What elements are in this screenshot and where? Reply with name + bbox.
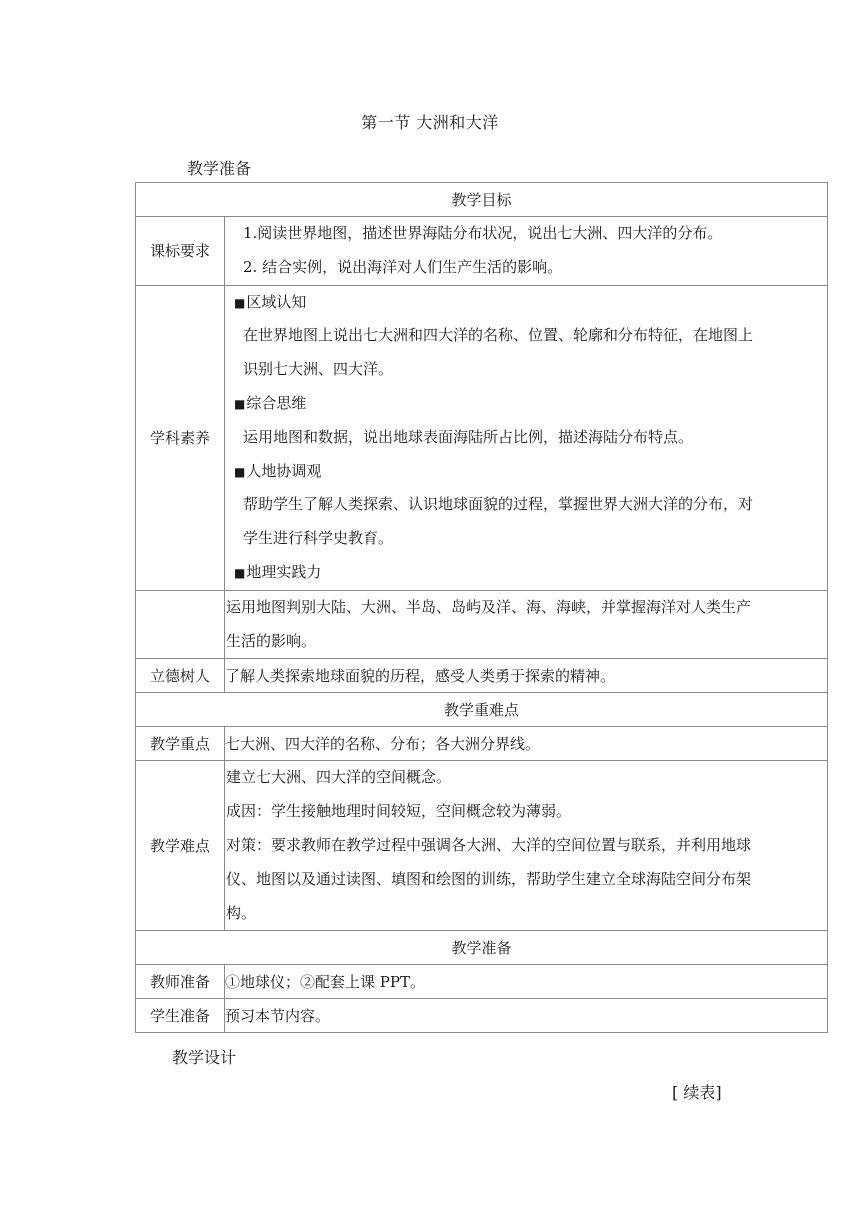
literacy-heading-text: 地理实践力	[246, 562, 322, 581]
bullet-square-icon: ■	[234, 464, 246, 479]
teacher-prep-label: 教师准备	[136, 965, 225, 999]
difficult-point-line: 仪、地图以及通过读图、填图和绘图的训练，帮助学生建立全球海陆空间分布架	[226, 869, 752, 888]
student-prep-label: 学生准备	[136, 999, 225, 1033]
curriculum-content	[225, 217, 828, 286]
key-difficult-header: 教学重难点	[136, 693, 828, 727]
prep-header: 教学准备	[136, 931, 828, 965]
curriculum-line: 1.阅读世界地图，描述世界海陆分布状况，说出七大洲、四大洋的分布。	[243, 224, 723, 242]
moral-row	[136, 659, 828, 693]
practice-line: 运用地图判别大陆、大洲、半岛、岛屿及洋、海、海峡，并掌握海洋对人类生产	[226, 597, 752, 616]
key-point-label: 教学重点	[136, 727, 225, 761]
literacy-line: 在世界地图上说出七大洲和四大洋的名称、位置、轮廓和分布特征，在地图上	[243, 326, 754, 345]
literacy-heading	[225, 286, 827, 320]
section-label-teaching-design: 教学设计	[172, 1048, 237, 1067]
curriculum-line: 2. 结合实例，说出海洋对人们生产生活的影响。	[243, 257, 563, 276]
literacy-row	[136, 285, 828, 590]
literacy-line: 运用地图和数据，说出地球表面海陆所占比例，描述海陆分布特点。	[243, 427, 694, 446]
curriculum-label: 课标要求	[136, 217, 225, 286]
bullet-square-icon: ■	[234, 565, 246, 580]
difficult-point-line: 建立七大洲、四大洋的空间概念。	[226, 768, 452, 787]
literacy-content	[225, 285, 828, 590]
literacy-label: 学科素养	[136, 285, 225, 590]
moral-text: 了解人类探索地球面貌的历程，感受人类勇于探索的精神。	[225, 659, 828, 693]
literacy-heading	[225, 387, 827, 421]
bullet-square-icon: ■	[234, 295, 246, 310]
difficult-point-line: 成因：学生接触地理时间较短，空间概念较为薄弱。	[226, 802, 572, 821]
practice-row	[136, 590, 828, 659]
literacy-heading-text: 区域认知	[246, 292, 307, 311]
difficult-point-row	[136, 761, 828, 931]
student-prep-row	[136, 999, 828, 1033]
difficult-point-label: 教学难点	[136, 761, 225, 931]
difficult-point-content	[225, 761, 828, 931]
practice-content	[225, 590, 828, 659]
practice-label-empty	[136, 590, 225, 659]
key-point-row	[136, 727, 828, 761]
teacher-prep-row	[136, 965, 828, 999]
curriculum-row	[136, 217, 828, 286]
literacy-line: 帮助学生了解人类探索、认识地球面貌的过程，掌握世界大洲大洋的分布，对	[243, 495, 754, 514]
bullet-square-icon: ■	[234, 396, 246, 411]
objectives-header: 教学目标	[136, 183, 828, 217]
literacy-line: 学生进行科学史教育。	[243, 529, 394, 548]
literacy-line: 识别七大洲、四大洋。	[243, 360, 394, 379]
literacy-heading	[225, 455, 827, 489]
difficult-point-line: 构。	[226, 903, 257, 922]
teacher-prep-text: ①地球仪；②配套上课 PPT。	[225, 965, 828, 999]
page-title: 第一节 大洲和大洋	[361, 113, 499, 132]
student-prep-text: 预习本节内容。	[225, 999, 828, 1033]
literacy-heading-text: 综合思维	[246, 393, 307, 412]
moral-label: 立德树人	[136, 659, 225, 693]
prep-header-row	[136, 931, 828, 965]
difficult-point-line: 对策：要求教师在教学过程中强调各大洲、大洋的空间位置与联系，并利用地球	[226, 835, 752, 854]
key-difficult-header-row	[136, 693, 828, 727]
literacy-heading-text: 人地协调观	[246, 461, 322, 480]
objectives-header-row	[136, 183, 828, 217]
continued-label: [ 续表]	[672, 1083, 722, 1102]
literacy-heading	[225, 556, 827, 590]
practice-line: 生活的影响。	[226, 631, 317, 650]
lesson-plan-table	[135, 182, 828, 1033]
key-point-text: 七大洲、四大洋的名称、分布；各大洲分界线。	[225, 727, 828, 761]
section-label-teaching-prep: 教学准备	[187, 159, 252, 178]
